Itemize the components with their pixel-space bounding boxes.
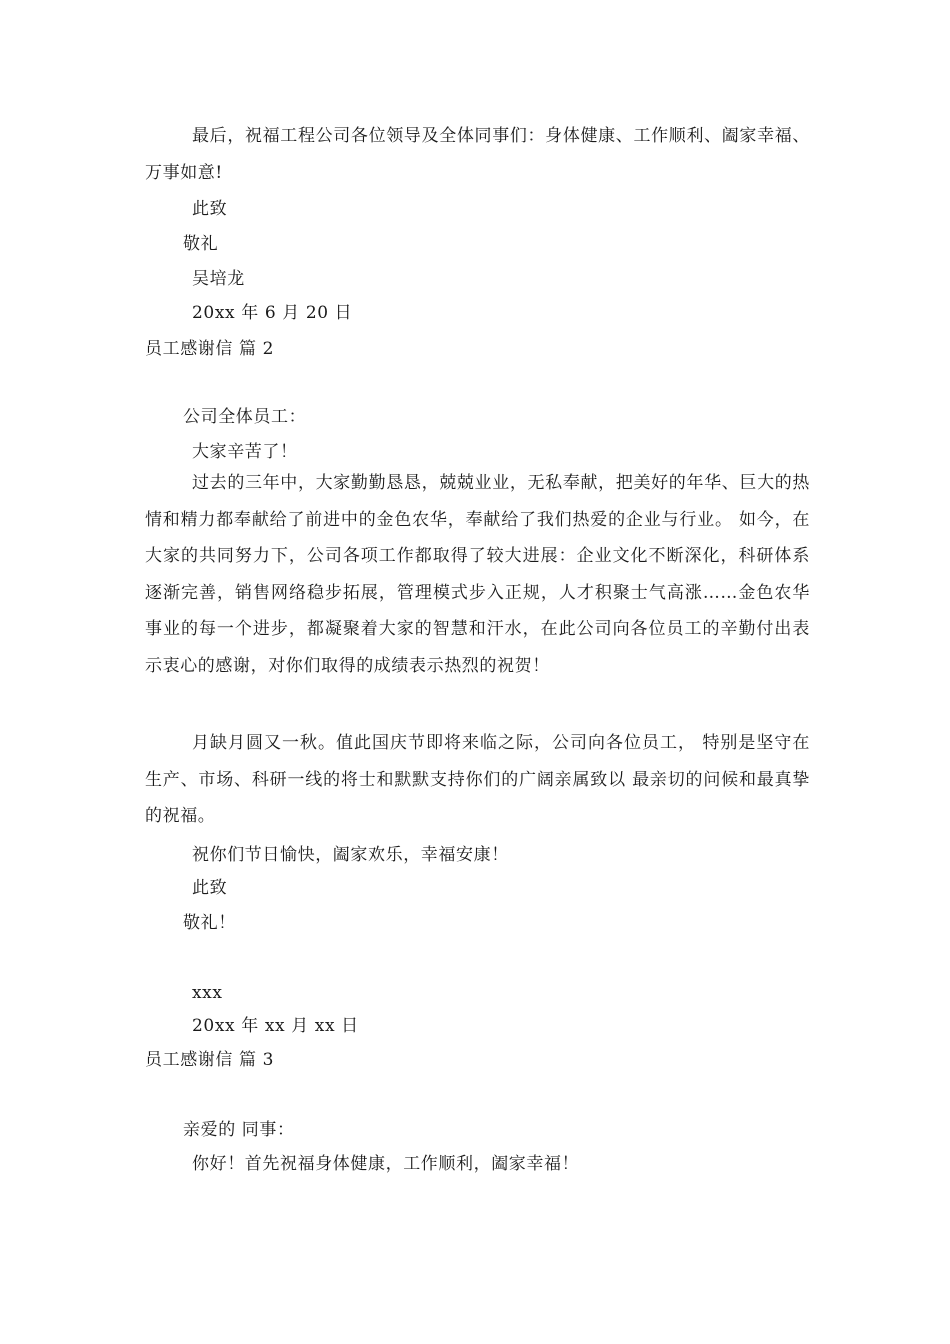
addressee: 亲爱的 同事： — [183, 1120, 295, 1140]
greeting: 你好！首先祝福身体健康，工作顺利，阖家幸福！ — [192, 1154, 580, 1174]
closing-paragraph: 最后，祝福工程公司各位领导及全体同事们：身体健康、工作顺利、阖家幸福、万事如意! — [145, 126, 810, 183]
greeting: 大家辛苦了！ — [192, 442, 298, 462]
letter-date: 20xx 年 xx 月 xx 日 — [192, 1016, 359, 1036]
salutation: 此致 — [192, 199, 228, 219]
section-title: 员工感谢信 篇 3 — [145, 1050, 275, 1070]
letter-date: 20xx 年 6 月 20 日 — [192, 303, 353, 323]
body-paragraph: 月缺月圆又一秋。值此国庆节即将来临之际，公司向各位员工， 特别是坚守在生产、市场、科研一线的将士和默默支持你们的广阔亲属致以 最亲切的问候和最真挚的祝福。 — [145, 733, 810, 827]
section-title: 员工感谢信 篇 2 — [145, 339, 275, 359]
signature: xxx — [192, 983, 223, 1003]
wishes: 祝你们节日愉快，阖家欢乐，幸福安康！ — [192, 845, 509, 865]
body-paragraph: 过去的三年中，大家勤勤恳恳，兢兢业业，无私奉献，把美好的年华、巨大的热情和精力都奉献给了前进中的金色农华，奉献给了我们热爱的企业与行业。 如今，在大家的共同努力下，公司各项工作都取得了较大进展：企业文化不断深化，科研体系逐渐完善，销售网络稳步拓展，管理模式步入正规，人才积聚士气高涨……金色农华事业的每一个进步，都凝聚着大家的智慧和汗水，在此公司向各位员工的辛勤付出表示衷心的感谢，对你们取得的成绩表示热烈的祝贺！ — [145, 473, 810, 676]
addressee: 公司全体员工： — [183, 407, 307, 427]
salutation: 此致 — [192, 878, 228, 898]
signature: 吴培龙 — [192, 269, 245, 289]
regards: 敬礼！ — [183, 913, 236, 933]
regards: 敬礼 — [183, 234, 219, 254]
